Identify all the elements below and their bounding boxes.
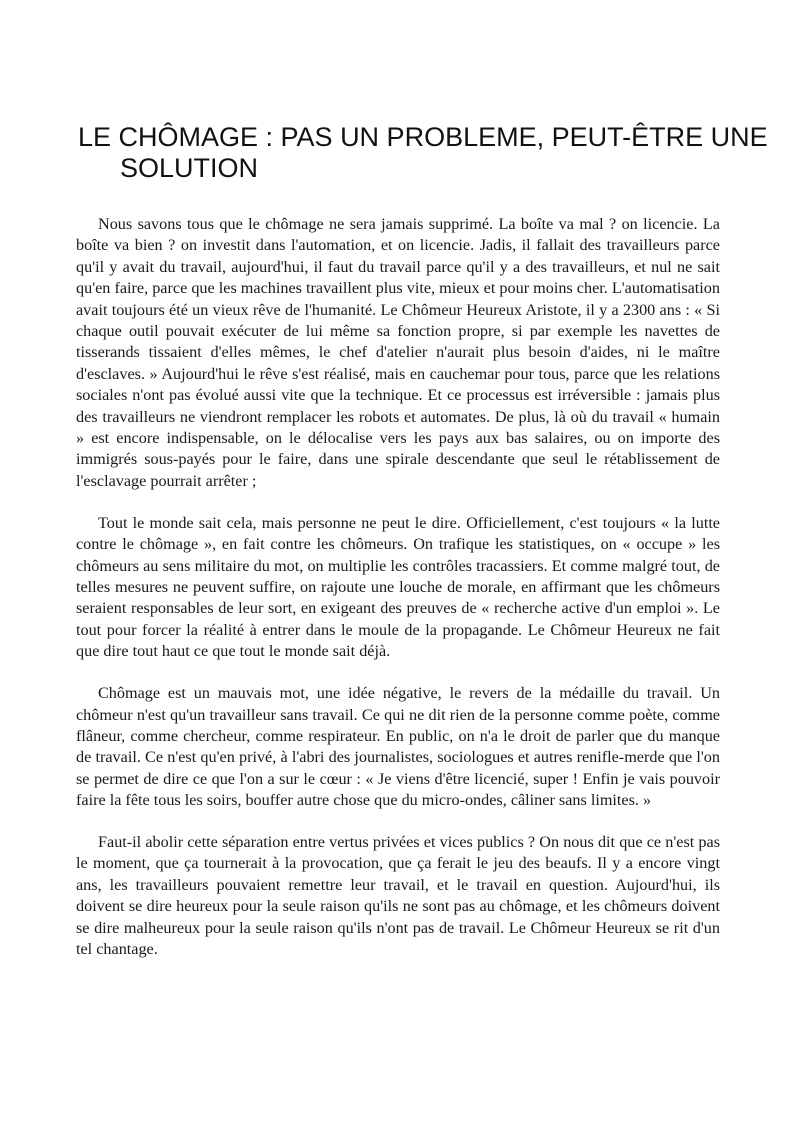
document-body <box>76 214 720 981</box>
paragraph-3: Chômage est un mauvais mot, une idée négative, le revers de la médaille du travail. Un chômeur n'est qu'un travailleur sans travail. Ce qui ne dit rien de la personne comme poète, comme flâneur, comme chercheur, comme respirateur. En public, on n'a le droit de parler que du manque de travail. Ce n'est qu'en privé, à l'abri des journalistes, sociologues et autres renifle-merde que l'on se permet de dire ce que l'on a sur le cœur : « Je viens d'être licencié, super ! Enfin je vais pouvoir faire la fête tous les soirs, bouffer autre chose que du micro-ondes, câliner sans limites. » <box>76 684 720 810</box>
paragraph-1: Nous savons tous que le chômage ne sera jamais supprimé. La boîte va mal ? on licencie. La boîte va bien ? on investit dans l'automation, et on licencie. Jadis, il fallait des travailleurs parce qu'il y avait du travail, aujourd'hui, il faut du travail parce qu'il y a des travailleurs, et nul ne sait qu'en faire, parce que les machines travaillent plus vite, mieux et pour moins cher. L'automatisation avait toujours été un vieux rêve de l'humanité. Le Chômeur Heureux Aristote, il y a 2300 ans : « Si chaque outil pouvait exécuter de lui même sa fonction propre, si par exemple les navettes de tisserands tissaient d'elles mêmes, le chef d'atelier n'aurait plus besoin d'aides, ni le maître d'esclaves. » Aujourd'hui le rêve s'est réalisé, mais en cauchemar pour tous, parce que les relations sociales n'ont pas évolué aussi vite que la technique. Et ce processus est irréversible : jamais plus des travailleurs ne viendront remplacer les robots et automates. De plus, là où du travail « humain » est encore indispensable, on le délocalise vers les pays aux bas salaires, ou on importe des immigrés sous-payés pour le faire, dans une spirale descendante que seul le rétablissement de l'esclavage pourrait arrêter ; <box>76 215 720 490</box>
paragraph-4: Faut-il abolir cette séparation entre vertus privées et vices publics ? On nous dit que ce n'est pas le moment, que ça tournerait à la provocation, que ça ferait le jeu des beaufs. Il y a encore vingt ans, les travailleurs pouvaient remettre leur travail, et le travail en question. Aujourd'hui, ils doivent se dire heureux pour la seule raison qu'ils ne sont pas au chômage, et les chômeurs doivent se dire malheureux pour la seule raison qu'ils n'ont pas de travail. Le Chômeur Heureux se rit d'un tel chantage. <box>76 833 720 959</box>
page-title: LE CHÔMAGE : PAS UN PROBLEME, PEUT-ÊTRE UNE SOLUTION <box>78 122 768 183</box>
paragraph-2: Tout le monde sait cela, mais personne ne peut le dire. Officiellement, c'est toujours « la lutte contre le chômage », en fait contre les chômeurs. On trafique les statistiques, on « occupe » les chômeurs au sens militaire du mot, on multiplie les contrôles tracassiers. Et comme malgré tout, de telles mesures ne peuvent suffire, on rajoute une louche de morale, en affirmant que les chômeurs seraient responsables de leur sort, en exigeant des preuves de « recherche active d'un emploi ». Le tout pour forcer la réalité à entrer dans le moule de la propagande. Le Chômeur Heureux ne fait que dire tout haut ce que tout le monde sait déjà. <box>76 513 720 661</box>
